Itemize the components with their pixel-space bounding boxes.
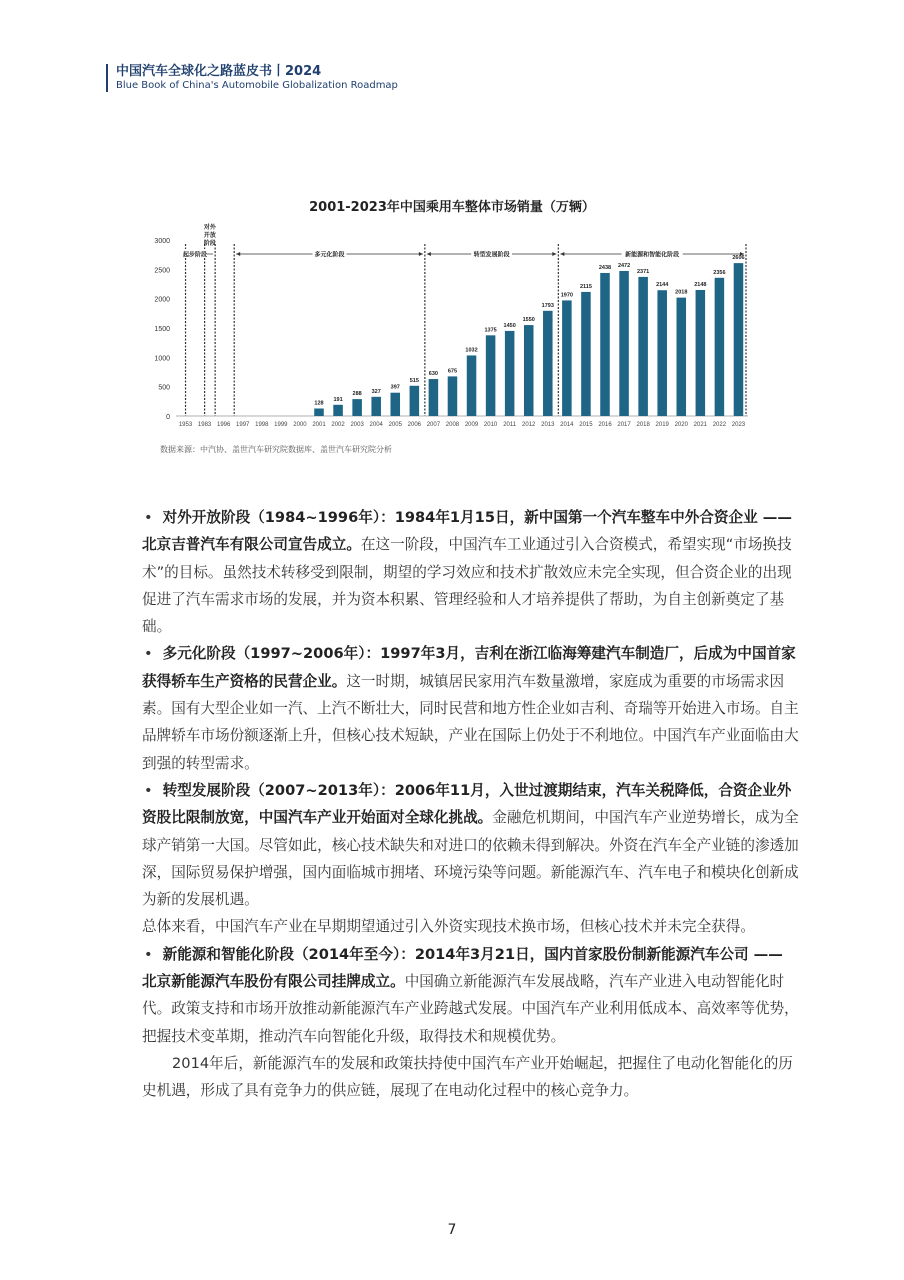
chart-title: 2001-2023年中国乘用车整体市场销量（万辆） [309, 200, 595, 215]
x-tick-label: 2002 [331, 422, 345, 428]
arrow-head-left [236, 252, 240, 256]
y-tick-label: 1000 [154, 355, 170, 363]
x-tick-label: 2013 [541, 422, 555, 428]
bar-value-label: 2115 [579, 283, 592, 290]
bar-value-label: 397 [390, 384, 400, 391]
x-tick-label: 2009 [464, 422, 479, 428]
y-tick-label: 0 [166, 414, 170, 421]
bar [543, 311, 553, 416]
bar [600, 273, 610, 416]
y-tick-label: 2000 [154, 296, 170, 304]
bar [505, 331, 515, 416]
chart-source: 数据来源：中汽协、盖世汽车研究院数据库、盖世汽车研究院分析 [160, 445, 392, 454]
x-tick-label: 1999 [274, 422, 288, 428]
bar [619, 271, 629, 416]
x-tick-label: 2000 [293, 422, 307, 428]
sales-bar-chart [148, 222, 760, 434]
bar [562, 300, 572, 416]
x-tick-label: 2006 [407, 422, 422, 428]
paragraph-bold-lead: 转型发展阶段（2007~2013年）：2006年11月，入世过渡期结束，汽车关税降低，合资企业外资股比限制放宽，中国汽车产业开始面对全球化挑战。 [142, 781, 792, 827]
bar-value-label: 1970 [560, 292, 573, 299]
x-tick-label: 1983 [197, 422, 212, 428]
bar-value-label: 630 [428, 371, 438, 378]
arrow-head-left [427, 252, 431, 256]
bar [314, 408, 324, 416]
bar [677, 298, 687, 416]
bar [581, 292, 591, 416]
x-tick-label: 2018 [636, 422, 650, 428]
bar-value-label: 515 [409, 377, 419, 384]
bar [333, 405, 343, 416]
bar [371, 397, 381, 416]
paragraph-bold-lead: 新能源和智能化阶段（2014年至今）：2014年3月21日，国内首家股份制新能源汽车公司 —— 北京新能源汽车股份有限公司挂牌成立。 [142, 945, 783, 991]
bar-value-label: 2606 [732, 255, 745, 262]
bar [657, 290, 667, 416]
bar [715, 278, 725, 416]
x-tick-label: 2008 [445, 422, 460, 428]
x-tick-label: 2001 [312, 422, 326, 428]
paragraph-bold-lead: 对外开放阶段（1984~1996年）：1984年1月15日，新中国第一个汽车整车中外合资企业 —— 北京吉普汽车有限公司宣告成立。 [142, 509, 792, 554]
arrow-head-left [560, 252, 564, 256]
x-tick-label: 2019 [655, 422, 669, 428]
x-tick-label: 2011 [503, 422, 517, 428]
header-title-cn: 中国汽车全球化之路蓝皮书丨2024 [116, 64, 322, 79]
bar [448, 376, 458, 416]
paragraph-text: 金融危机期间，中国汽车产业逆势增长，成为全球产销第一大国。尽管如此，核心技术缺失和对进口的依赖未得到解决。外资在汽车全产业链的渗透加深，国际贸易保护增强，国内面临城市拥堵、环境污染等问题。新能源汽车、汽车电子和模块化创新成为新的发展机遇。 [142, 809, 799, 909]
page-number: 7 [447, 1222, 457, 1238]
x-tick-label: 2021 [693, 422, 708, 428]
bar [352, 399, 362, 416]
x-tick-label: 2017 [617, 422, 631, 428]
bar-value-label: 2356 [713, 269, 726, 276]
x-tick-label: 2012 [522, 422, 536, 428]
bar-value-label: 1375 [484, 327, 497, 334]
bar-value-label: 2438 [598, 264, 612, 271]
bar-value-label: 2472 [617, 262, 631, 269]
paragraph-opening-stage [142, 504, 800, 640]
bar [410, 386, 420, 416]
stage-label: 起步阶段 [183, 251, 208, 259]
bar [638, 277, 648, 416]
paragraph-text: 这一时期，城镇居民家用汽车数量激增，家庭成为重要的市场需求因素。国有大型企业如一汽、上汽不断壮大，同时民营和地方性企业如吉利、奇瑞等开始进入市场。自主品牌轿车市场份额逐渐上升，但核心技术短缺，产业在国际上仍处于不利地位。中国汽车产业面临由大到强的转型需求。 [142, 672, 799, 772]
x-tick-label: 1953 [178, 422, 193, 428]
x-tick-label: 2022 [712, 422, 727, 428]
x-tick-label: 2010 [483, 422, 498, 428]
paragraph-bold-lead: 多元化阶段（1997~2006年）：1997年3月，吉利在浙江临海筹建汽车制造厂，后成为中国首家获得轿车生产资格的民营企业。 [142, 645, 796, 690]
x-tick-label: 2007 [426, 422, 441, 428]
y-tick-label: 3000 [154, 238, 170, 245]
bar-value-label: 2018 [675, 289, 688, 296]
x-tick-label: 2020 [674, 422, 688, 428]
bar-value-label: 2371 [637, 268, 650, 275]
stage-label: 转型发展阶段 [473, 251, 510, 259]
x-tick-label: 1997 [236, 422, 250, 428]
paragraph-transformation-stage [142, 777, 800, 913]
bar-value-label: 1450 [503, 322, 516, 329]
bar [391, 393, 401, 416]
bar-value-label: 1550 [522, 317, 535, 324]
bar-value-label: 191 [333, 396, 343, 403]
bar-value-label: 1032 [465, 347, 478, 354]
x-tick-label: 2016 [598, 422, 612, 428]
stage-label: 多元化阶段 [314, 251, 345, 259]
paragraph-conclusion: 2014年后，新能源汽车的发展和政策扶持使中国汽车产业开始崛起，把握住了电动化智能化的历史机遇，形成了具有竞争力的供应链，展现了在电动化过程中的核心竞争力。 [142, 1054, 793, 1100]
x-tick-label: 2005 [388, 422, 402, 428]
paragraph-diversification-stage [142, 640, 800, 776]
body-text [142, 504, 800, 1105]
x-tick-label: 2014 [560, 422, 574, 428]
arrow-head-right [552, 252, 556, 256]
bar-value-label: 288 [352, 391, 362, 398]
y-tick-label: 500 [158, 384, 170, 392]
bar-value-label: 327 [371, 388, 381, 395]
paragraph-text: 中国确立新能源汽车发展战略，汽车产业进入电动智能化时代。政策支持和市场开放推动新能源汽车产业跨越式发展。中国汽车产业利用低成本、高效率等优势，把握技术变革期，推动汽车向智能化升级，取得技术和规模优势。 [142, 973, 799, 1045]
bar [734, 263, 744, 416]
bar-value-label: 2148 [694, 281, 707, 288]
bar-value-label: 2144 [656, 282, 669, 289]
bar-value-label: 1793 [541, 302, 554, 309]
x-tick-label: 2015 [579, 422, 593, 428]
bar [486, 335, 496, 416]
stage-label-opening: 阶段 [203, 240, 216, 247]
y-tick-label: 1500 [154, 326, 170, 333]
bar [696, 290, 706, 416]
bar-value-label: 675 [447, 368, 458, 375]
x-tick-label: 1998 [255, 422, 269, 428]
paragraph-summary: 总体来看，中国汽车产业在早期期望通过引入外资实现技术换市场，但核心技术并未完全获得。 [142, 918, 755, 936]
bar [467, 355, 477, 416]
paragraph-new-energy-stage [142, 941, 800, 1050]
y-tick-label: 2500 [154, 267, 170, 275]
header-title-en: Blue Book of China's Automobile Globalization Roadmap [116, 80, 398, 91]
bar-value-label: 128 [314, 400, 324, 407]
x-tick-label: 2004 [369, 422, 383, 428]
bar [524, 325, 534, 416]
x-tick-label: 2023 [731, 422, 746, 428]
stage-label-opening: 开放 [203, 232, 216, 239]
x-tick-label: 1996 [216, 422, 231, 428]
arrow-head-right [419, 252, 423, 256]
stage-label: 新能源和智能化阶段 [625, 251, 680, 259]
page-header [106, 64, 398, 92]
bar [429, 379, 439, 416]
stage-label-opening: 对外 [203, 224, 216, 231]
paragraph-text: 在这一阶段，中国汽车工业通过引入合资模式，希望实现“市场换技术”的目标。虽然技术转移受到限制，期望的学习效应和技术扩散效应未完全实现，但合资企业的出现促进了汽车需求市场的发展，并为资本积累、管理经验和人才培养提供了帮助，为自主创新奠定了基础。 [142, 536, 792, 636]
x-tick-label: 2003 [350, 422, 364, 428]
